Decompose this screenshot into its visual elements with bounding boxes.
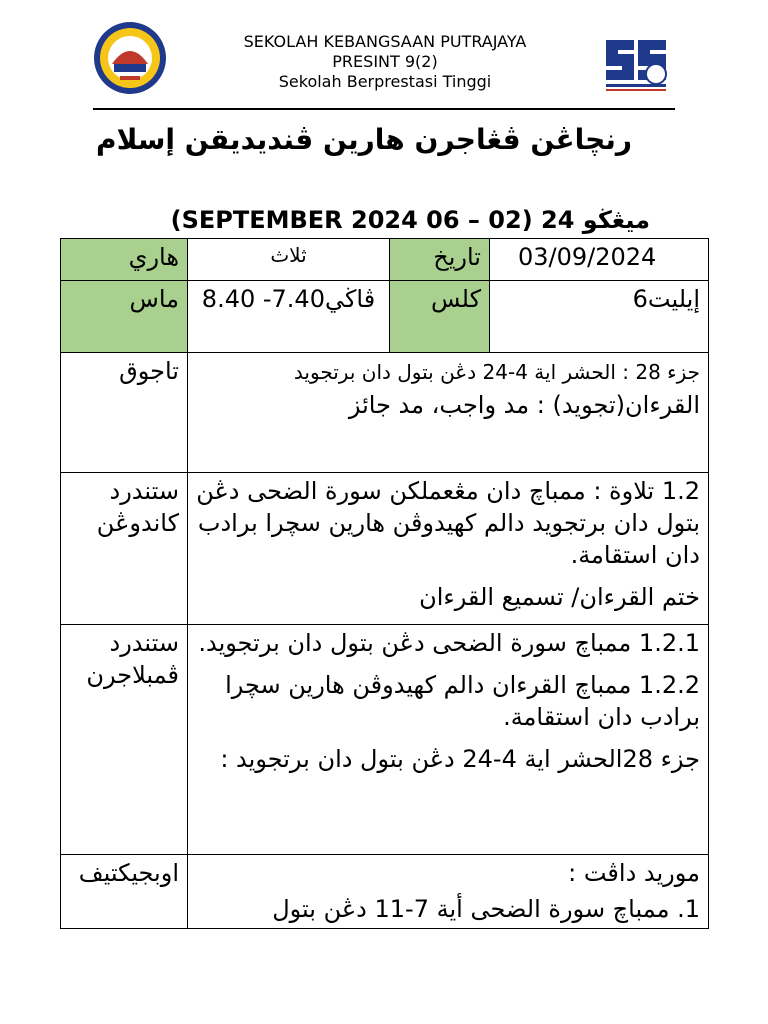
learning-standard-line-2: 1.2.2 ممباچ القرءان دالم كهيدوڤن هارين سچرا برادب دان استقامة. — [225, 671, 700, 731]
row-day-date — [61, 239, 709, 281]
day-label: هاري — [61, 239, 188, 281]
school-crest-logo — [92, 20, 168, 96]
school-header — [190, 32, 580, 92]
content-standard-content — [188, 473, 709, 625]
row-learning-standard — [61, 625, 709, 855]
class-value: إيليت6 — [490, 281, 709, 353]
content-standard-label: ستندرد كاندوڠن — [61, 473, 188, 625]
page-header — [0, 0, 768, 112]
topic-content — [188, 353, 709, 473]
learning-standard-label: ستندرد ڤمبلاجرن — [61, 625, 188, 855]
time-label: ماس — [61, 281, 188, 353]
row-content-standard — [61, 473, 709, 625]
content-standard-line-1: 1.2 تلاوة : ممباچ دان مڠعملكن سورة الضحى دڠن بتول دان برتجويد دالم كهيدوڤن هارين سچرا برادب دان استقامة. — [196, 477, 700, 569]
learning-standard-content — [188, 625, 709, 855]
time-value: ڤاڬي7.40- 8.40 — [188, 281, 390, 353]
objective-content — [188, 855, 709, 929]
objective-line-1: موريد داڤت : — [568, 859, 700, 887]
day-value: ثلاث — [188, 239, 390, 281]
learning-standard-line-1: 1.2.1 ممباچ سورة الضحى دڠن بتول دان برتجويد. — [198, 629, 700, 657]
page-title: رنچاڠن ڤڠاجرن هارين ڤنديديقن إسلام — [96, 123, 632, 156]
class-label: كلس — [390, 281, 490, 353]
objective-label: اوبجيكتيف — [61, 855, 188, 929]
topic-line-2: القرءان(تجويد) : مد واجب، مد جائز — [348, 391, 700, 419]
content-standard-line-2: ختم القرءان/ تسميع القرءان — [419, 583, 700, 611]
school-name: SEKOLAH KEBANGSAAN PUTRAJAYA — [243, 32, 527, 51]
lesson-plan-table — [60, 238, 709, 929]
date-value: 03/09/2024 — [490, 239, 709, 281]
learning-standard-line-3: جزء 28الحشر اية 4-24 دڠن بتول دان برتجويد : — [220, 745, 700, 773]
school-motto: Sekolah Berprestasi Tinggi — [278, 72, 492, 91]
topic-label: تاجوق — [61, 353, 188, 473]
week-heading: ميڠڬو 24 (02 – 06 SEPTEMBER 2024) — [170, 206, 650, 234]
objective-line-2: 1. ممباچ سورة الضحى أية 7-11 دڠن بتول — [272, 895, 700, 923]
anniversary-logo — [600, 34, 672, 94]
topic-line-1: جزء 28 : الحشر اية 4-24 دڠن بتول دان برتجويد — [293, 360, 700, 384]
row-topic — [61, 353, 709, 473]
row-objective — [61, 855, 709, 929]
header-divider — [93, 108, 675, 110]
row-time-class — [61, 281, 709, 353]
school-precinct: PRESINT 9(2) — [332, 52, 438, 71]
date-label: تاريخ — [390, 239, 490, 281]
